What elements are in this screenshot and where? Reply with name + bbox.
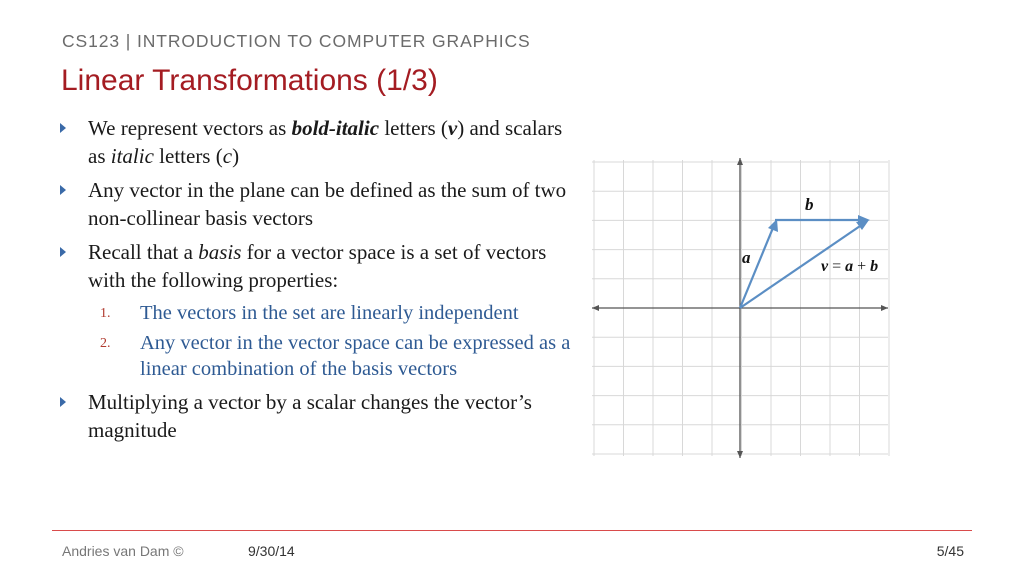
bullet-item [60,176,580,232]
bullet-text: bold-italic [291,116,380,140]
bullet-triangle-icon [60,114,72,142]
footer-author: Andries van Dam © [62,543,184,559]
bullet-text: c [222,144,233,168]
footer-page-number: 5/45 [936,543,964,559]
numbered-sublist [60,300,580,382]
bullet-text: for a vector space is a set of vectors with the following properties: [88,240,547,292]
bullet-text: italic [110,144,154,168]
bullet-text: basis [198,240,242,264]
label-b: b [805,195,814,214]
bullet-text: We represent vectors as [88,116,292,140]
bullet-item [60,114,580,170]
bullet-item [60,388,580,444]
label-a: a [742,248,751,267]
bullet-text: ) [232,144,240,168]
item-text: The vectors in the set are linearly independent [140,302,519,324]
numbered-item [60,330,580,382]
bullet-text: Any vector in the plane can be defined as the sum of two non-collinear basis vectors [88,178,567,230]
item-number: 2. [100,336,111,351]
numbered-item [60,300,580,326]
bullet-item [60,238,580,294]
label-v-equation: v = a + b [821,258,879,275]
x-axis-right-arrow-icon [881,305,888,311]
bullet-triangle-icon [60,238,72,266]
vector-diagram [588,150,908,462]
footer-date: 9/30/14 [248,543,295,559]
footer-divider [52,530,972,531]
x-axis-left-arrow-icon [592,305,599,311]
bullet-text: v [447,116,458,140]
bullet-triangle-icon [60,176,72,204]
bullet-text: Recall that a [88,240,199,264]
bullet-triangle-icon [60,388,72,416]
bullet-text: ) and scalars as [88,116,563,168]
bullet-text: letters ( [379,116,448,140]
item-text: Any vector in the vector space can be expressed as a linear combination of the basis vectors [140,332,571,380]
bullet-text: Multiplying a vector by a scalar changes the vector’s magnitude [88,390,532,442]
slide-title: Linear Transformations (1/3) [61,64,438,97]
course-header: CS123 | INTRODUCTION TO COMPUTER GRAPHICS [62,31,531,51]
bullet-text: letters ( [153,144,223,168]
bullet-list [60,114,580,450]
item-number: 1. [100,306,111,321]
